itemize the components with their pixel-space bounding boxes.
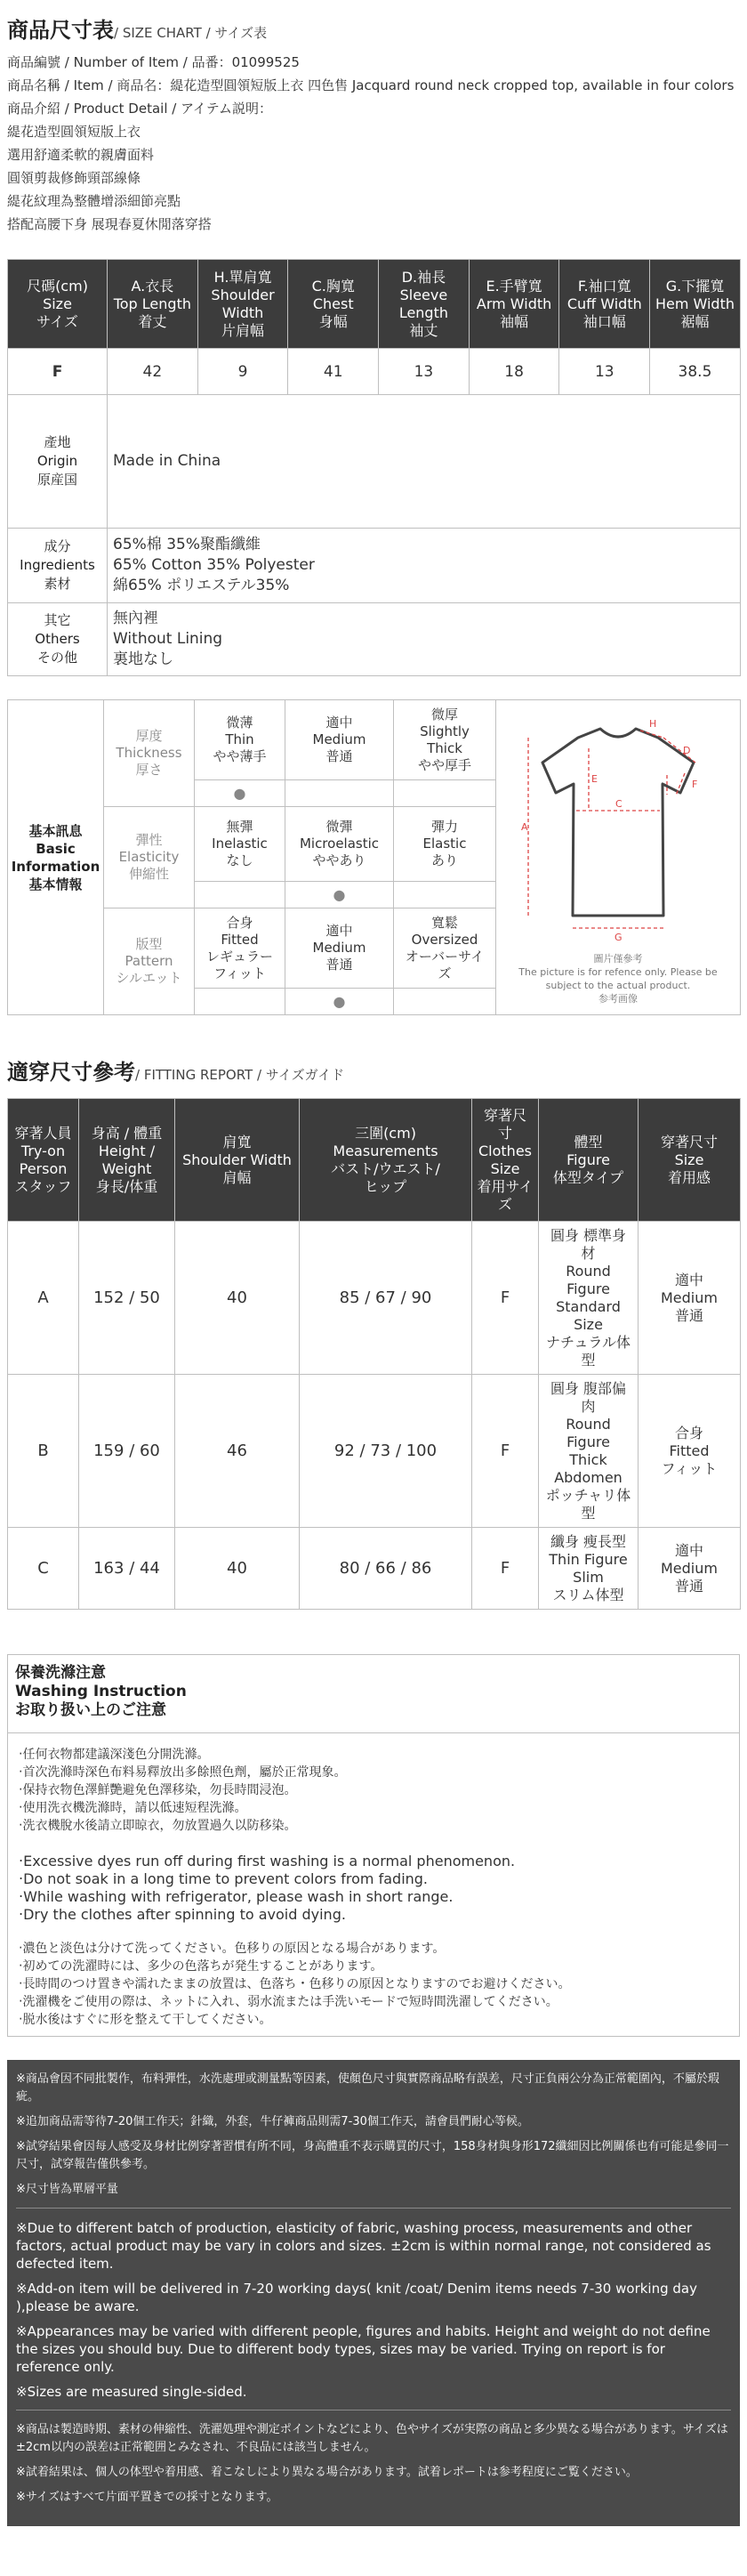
- option-thin: 微薄 Thin やや薄手: [195, 700, 285, 780]
- fitting-header-row: [8, 1099, 741, 1222]
- washing-line: ‧濃色と淡色は分けて洗ってください。色移りの原因となる場合があります。: [19, 1942, 446, 1956]
- elasticity-label: 彈性 Elasticity 伸縮性: [104, 807, 195, 908]
- ingredients-row: [8, 529, 741, 603]
- fit-cell: 適中 Medium 普通: [639, 1222, 741, 1375]
- header-clothes-size: 穿著尺 寸 Clothes Size 着用サイ ズ: [472, 1099, 539, 1222]
- figure-cell: 圓身 腹部偏 肉 Round Figure Thick Abdomen ポッチャリ体 型: [539, 1375, 639, 1528]
- notice-line: ※サイズはすべて片面平置きでの採寸となります。: [16, 2491, 278, 2504]
- thickness-indicator-selected: ●: [195, 780, 285, 807]
- washing-line: ‧洗衣機脫水後請立即晾衣，勿放置過久以防移染。: [19, 1819, 297, 1833]
- diagram-letter-d: D: [683, 745, 691, 756]
- measurements-cell: 92 / 73 / 100: [300, 1375, 472, 1528]
- size-value-cell: 9: [197, 349, 288, 395]
- pattern-indicator-selected: ●: [285, 989, 394, 1015]
- washing-line: ‧Excessive dyes run off during first washing is a normal phenomenon.: [19, 1853, 516, 1869]
- elasticity-indicator-selected: ●: [285, 882, 394, 908]
- pattern-label: 版型 Pattern シルエット: [104, 908, 195, 1015]
- fitting-report-subtitle: / FITTING REPORT / サイズガイド: [135, 1067, 345, 1083]
- notice-line: ※Add-on item will be delivered in 7-20 working days( knit /coat/ Denim items needs 7-30 working day ),please be aware.: [16, 2281, 697, 2314]
- item-name: 商品名稱 / Item / 商品名：緹花造型圓領短版上衣 四色售 Jacquard round neck cropped top, available in four colors: [7, 77, 735, 93]
- size-row-f: [8, 349, 741, 395]
- fit-cell: 適中 Medium 普通: [639, 1528, 741, 1610]
- person-cell: C: [8, 1528, 79, 1610]
- notice-line: ※追加商品需等待7-20個工作天；針織，外套，牛仔褲商品則需7-30個工作天，請會員們耐心等候。: [16, 2115, 529, 2128]
- size-value-cell: 42: [108, 349, 198, 395]
- size-chart-title: 商品尺寸表: [7, 18, 114, 43]
- washing-line: ‧任何衣物都建議深淺色分開洗滌。: [19, 1748, 210, 1762]
- size-cell: F: [8, 349, 108, 395]
- washing-heading: [8, 1655, 739, 1733]
- size-value-cell: 41: [288, 349, 379, 395]
- origin-value: Made in China: [108, 395, 741, 529]
- measurements-cell: 85 / 67 / 90: [300, 1222, 472, 1375]
- header-arm-width: E.手臂寬 Arm Width 袖幅: [469, 260, 559, 349]
- size-chart-subtitle: / SIZE CHART / サイズ表: [114, 25, 268, 41]
- option-elastic: 彈力 Elastic あり: [394, 807, 496, 882]
- size-value-cell: 13: [559, 349, 650, 395]
- option-fitted: 合身 Fitted レギュラー フィット: [195, 908, 285, 989]
- garment-diagram-cell: [496, 700, 741, 1015]
- washing-instruction-box: [7, 1654, 740, 2037]
- thickness-label: 厚度 Thickness 厚さ: [104, 700, 195, 807]
- washing-line: ‧初めての洗濯時には、多少の色落ちが発生することがあります。: [19, 1959, 383, 1974]
- detail-line: 選用舒適柔軟的親膚面料: [7, 147, 155, 163]
- header-hem-width: G.下擺寬 Hem Width 裾幅: [650, 260, 741, 349]
- size-table-header-row: [8, 260, 741, 349]
- notice-en: [16, 2219, 731, 2401]
- washing-title-zh: 保養洗滌注意: [15, 1664, 106, 1682]
- notice-line: ※尺寸皆為單層平量: [16, 2183, 118, 2196]
- detail-line: 搭配高腰下身 展現春夏休閒落穿搭: [7, 216, 212, 232]
- fitting-row-b: [8, 1375, 741, 1528]
- measurements-cell: 80 / 66 / 86: [300, 1528, 472, 1610]
- washing-line: ‧脱水後はすぐに形を整えて干してください。: [19, 2013, 272, 2027]
- washing-line: ‧保持衣物色澤鮮艷避免色澤移染，勿長時間浸泡。: [19, 1783, 297, 1797]
- option-medium-pattern: 適中 Medium 普通: [285, 908, 394, 989]
- height-weight-cell: 152 / 50: [79, 1222, 175, 1375]
- thickness-indicator: [394, 780, 496, 807]
- size-value-cell: 18: [469, 349, 559, 395]
- fitting-report-heading: [7, 1042, 740, 1086]
- diagram-letter-e: E: [591, 773, 598, 785]
- header-sleeve-length: D.袖長 Sleeve Length 袖丈: [379, 260, 470, 349]
- origin-label: 產地 Origin 原産国: [8, 395, 108, 529]
- height-weight-cell: 159 / 60: [79, 1375, 175, 1528]
- header-chest: C.胸寬 Chest 身幅: [288, 260, 379, 349]
- height-weight-cell: 163 / 44: [79, 1528, 175, 1610]
- option-slightly-thick: 微厚 Slightly Thick やや厚手: [394, 700, 496, 780]
- size-value-cell: 13: [379, 349, 470, 395]
- washing-body: [8, 1733, 739, 2036]
- washing-jp: [19, 1940, 728, 2029]
- washing-title-en: Washing Instruction: [15, 1683, 187, 1700]
- elasticity-indicator: [394, 882, 496, 908]
- garment-diagram: [507, 711, 729, 951]
- basic-info-table: [7, 699, 741, 1015]
- header-figure: 體型 Figure 体型タイプ: [539, 1099, 639, 1222]
- washing-line: ‧Dry the clothes after spinning to avoid dying.: [19, 1906, 346, 1923]
- washing-en: [19, 1853, 728, 1924]
- shoulder-cell: 40: [175, 1222, 300, 1375]
- fit-cell: 合身 Fitted フィット: [639, 1375, 741, 1528]
- diagram-note: 圖片僅參考 The picture is for refence only. Please be subject to the actual product. 参考画像: [518, 953, 718, 1005]
- diagram-letter-h: H: [649, 718, 657, 730]
- option-oversized: 寬鬆 Oversized オーバーサイ ズ: [394, 908, 496, 989]
- notice-jp: [16, 2421, 731, 2507]
- diagram-letter-f: F: [692, 779, 698, 790]
- header-cuff-width: F.袖口寬 Cuff Width 袖口幅: [559, 260, 650, 349]
- elasticity-indicator: [195, 882, 285, 908]
- notice-line: ※試穿結果會因每人感受及身材比例穿著習慣有所不同，身高體重不表示購買的尺寸，158身材與身形172纖細因比例關係也有可能是參同一尺寸，試穿報告僅供參考。: [16, 2140, 729, 2171]
- ingredients-value: 65%棉 35%聚酯纖維 65% Cotton 35% Polyester 綿65% ポリエステル35%: [108, 529, 741, 603]
- washing-line: ‧使用洗衣機洗滌時，請以低速短程洗滌。: [19, 1801, 247, 1815]
- notice-line: ※試着結果は、個人の体型や着用感、着こなしにより異なる場合があります。試着レポートは参考程度にご覧ください。: [16, 2466, 638, 2479]
- fitting-report-title: 適穿尺寸參考: [7, 1060, 135, 1085]
- pattern-indicator: [195, 989, 285, 1015]
- clothes-size-cell: F: [472, 1375, 539, 1528]
- notice-line: ※商品は製造時期、素材の伸縮性、洗濯処理や測定ポイントなどにより、色やサイズが実際の商品と多少異なる場合があります。サイズは±2cm以内の誤差は正常範囲とみなされ、不良品には該当しません。: [16, 2423, 728, 2454]
- notice-line: ※Due to different batch of production, elasticity of fabric, washing process, measurements and other factors, actual product may be vary in colors and sizes. ±2cm is within normal range, not considered as defected item.: [16, 2220, 711, 2272]
- size-value-cell: 38.5: [650, 349, 741, 395]
- basic-info-label: 基本訊息 Basic Information 基本情報: [8, 700, 104, 1015]
- product-detail-label: 商品介紹 / Product Detail / アイテム説明：: [7, 101, 272, 117]
- header-height-weight: 身高 / 體重 Height / Weight 身長/体重: [79, 1099, 175, 1222]
- header-try-on-person: 穿著人員 Try-on Person スタッフ: [8, 1099, 79, 1222]
- person-cell: A: [8, 1222, 79, 1375]
- washing-line: ‧Do not soak in a long time to prevent colors from fading.: [19, 1870, 429, 1887]
- item-number: 商品編號 / Number of Item / 品番：01099525: [7, 54, 300, 70]
- others-value: 無內裡 Without Lining 裏地なし: [108, 603, 741, 676]
- notice-line: ※Appearances may be varied with different people, figures and habits. Height and weight do not define the sizes you should buy. Due to different body types, sizes may be varied. Trying on report is for reference only.: [16, 2323, 711, 2375]
- figure-cell: 圓身 標準身 材 Round Figure Standard Size ナチュラル体 型: [539, 1222, 639, 1375]
- pattern-indicator: [394, 989, 496, 1015]
- shoulder-cell: 46: [175, 1375, 300, 1528]
- washing-line: ‧While washing with refrigerator, please wash in short range.: [19, 1888, 454, 1905]
- notice-divider: [16, 2208, 731, 2209]
- washing-title-jp: お取り扱い上のご注意: [15, 1701, 166, 1719]
- size-table: [7, 259, 741, 676]
- detail-line: 圓領剪裁修飾頸部線條: [7, 170, 141, 186]
- header-shoulder-width: H.單肩寬 Shoulder Width 片肩幅: [197, 260, 288, 349]
- header-size: 尺碼(cm) Size サイズ: [8, 260, 108, 349]
- option-medium-thickness: 適中 Medium 普通: [285, 700, 394, 780]
- notice-line: ※Sizes are measured single-sided.: [16, 2384, 247, 2400]
- header-measurements: 三圍(cm) Measurements バスト/ウエスト/ ヒップ: [300, 1099, 472, 1222]
- detail-line: 緹花紋理為整體增添細節亮點: [7, 193, 181, 209]
- washing-zh: [19, 1746, 728, 1835]
- detail-line: 緹花造型圓領短版上衣: [7, 124, 141, 140]
- diagram-letter-a: A: [521, 821, 528, 833]
- option-microelastic: 微彈 Microelastic ややあり: [285, 807, 394, 882]
- diagram-letter-c: C: [615, 798, 622, 810]
- others-label: 其它 Others その他: [8, 603, 108, 676]
- fitting-table: [7, 1098, 741, 1610]
- product-info: [7, 51, 740, 236]
- diagram-letter-g: G: [614, 932, 622, 943]
- person-cell: B: [8, 1375, 79, 1528]
- washing-line: ‧首次洗滌時深色布料易釋放出多餘照色劑，屬於正常現象。: [19, 1765, 347, 1780]
- header-top-length: A.衣長 Top Length 着丈: [108, 260, 198, 349]
- clothes-size-cell: F: [472, 1528, 539, 1610]
- notice-panel: [7, 2060, 740, 2526]
- header-shoulder-width: 肩寬 Shoulder Width 肩幅: [175, 1099, 300, 1222]
- washing-line: ‧洗濯機をご使用の際は、ネットに入れ、弱水流または手洗いモードで短時間洗濯してください。: [19, 1995, 558, 2009]
- fitting-row-c: [8, 1528, 741, 1610]
- clothes-size-cell: F: [472, 1222, 539, 1375]
- thickness-indicator: [285, 780, 394, 807]
- notice-line: ※商品會因不同批製作，布料彈性，水洗處理或測量點等因素，使顏色尺寸與實際商品略有誤差，尺寸正負兩公分為正常範圍內，不屬於瑕疵。: [16, 2072, 719, 2104]
- fitting-row-a: [8, 1222, 741, 1375]
- size-chart-heading: [7, 0, 740, 44]
- ingredients-label: 成分 Ingredients 素材: [8, 529, 108, 603]
- origin-row: [8, 395, 741, 529]
- others-row: [8, 603, 741, 676]
- option-inelastic: 無彈 Inelastic なし: [195, 807, 285, 882]
- shoulder-cell: 40: [175, 1528, 300, 1610]
- notice-zh: [16, 2071, 731, 2199]
- header-size-fit: 穿著尺寸 Size 着用感: [639, 1099, 741, 1222]
- washing-line: ‧長時間のつけ置きや濡れたままの放置は、色落ち・色移りの原因となりますのでお避けください。: [19, 1977, 571, 1991]
- figure-cell: 纖身 瘦長型 Thin Figure Slim スリム体型: [539, 1528, 639, 1610]
